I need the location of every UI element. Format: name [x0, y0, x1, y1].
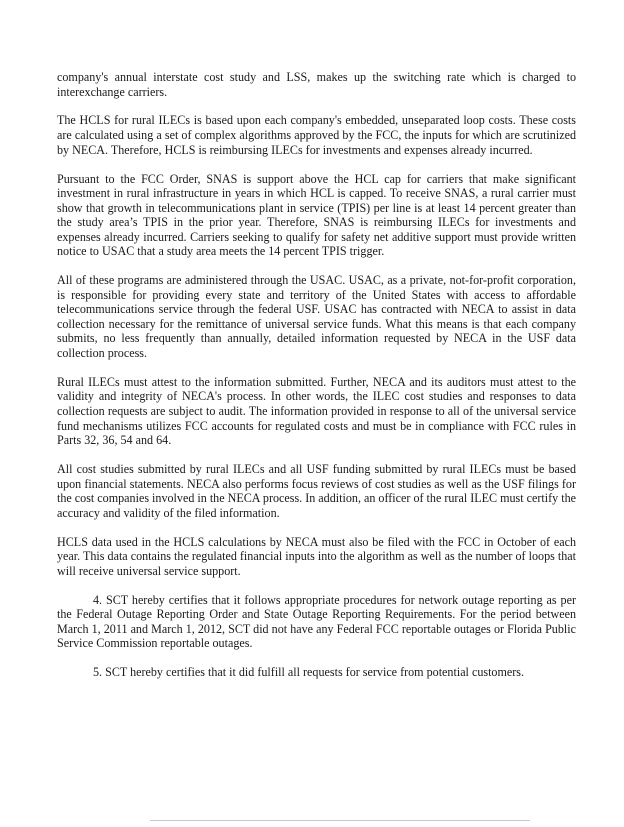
paragraph-usac: All of these programs are administered through the USAC. USAC, as a private, not-for-profit corporation, is responsible for providing every state and territory of the United States with access to affordable telecommunications service through the federal USF. USAC has contracted with NECA to assist in data collection necessary for the remittance of universal service funds. What this means is that each company submits, no less frequently than annually, detailed information requested by NECA in the USF data collection process.: [57, 273, 576, 360]
paragraph-item-4-outage: 4. SCT hereby certifies that it follows appropriate procedures for network outage reporting as per the Federal Outage Reporting Order and State Outage Reporting Requirements. For the period between March 1, 2011 and March 1, 2012, SCT did not have any Federal FCC reportable outages or Florida Public Service Commission reportable outages.: [57, 592, 576, 651]
paragraph-snas: Pursuant to the FCC Order, SNAS is support above the HCL cap for carriers that make significant investment in rural infrastructure in years in which HCL is capped. To receive SNAS, a rural carrier must show that growth in telecommunications plant in service (TPIS) per line is at least 14 percent greater than the study area’s TPIS in the prior year. Therefore, SNAS is reimbursing ILECs for investments and expenses already incurred. Carriers seeking to qualify for safety net additive support must provide written notice to USAC that a study area meets the 14 percent TPIS trigger.: [57, 171, 576, 259]
footer-divider: [150, 820, 530, 821]
document-body: [57, 70, 576, 694]
paragraph-switching-rate: company's annual interstate cost study and LSS, makes up the switching rate which is charged to interexchange carriers.: [57, 70, 576, 99]
paragraph-hcls-data: HCLS data used in the HCLS calculations by NECA must also be filed with the FCC in October of each year. This data contains the regulated financial inputs into the algorithm as well as the number of loops that will receive universal service support.: [57, 534, 576, 578]
paragraph-hcls: The HCLS for rural ILECs is based upon each company's embedded, unseparated loop costs. These costs are calculated using a set of complex algorithms approved by the FCC, the inputs for which are scrutinized by NECA. Therefore, HCLS is reimbursing ILECs for investments and expenses already incurred.: [57, 113, 576, 157]
paragraph-attest: Rural ILECs must attest to the information submitted. Further, NECA and its auditors must attest to the validity and integrity of NECA's process. In other words, the ILEC cost studies and responses to data collection requests are subject to audit. The information provided in response to all of the universal service fund mechanisms utilizes FCC accounts for regulated costs and must be in compliance with FCC rules in Parts 32, 36, 54 and 64.: [57, 374, 576, 448]
paragraph-item-5-service: 5. SCT hereby certifies that it did fulfill all requests for service from potential customers.: [93, 665, 525, 680]
paragraph-cost-studies: All cost studies submitted by rural ILECs and all USF funding submitted by rural ILECs must be based upon financial statements. NECA also performs focus reviews of cost studies as well as the USF filings for the cost companies involved in the NECA process. In addition, an officer of the rural ILEC must certify the accuracy and validity of the filed information.: [57, 461, 576, 520]
